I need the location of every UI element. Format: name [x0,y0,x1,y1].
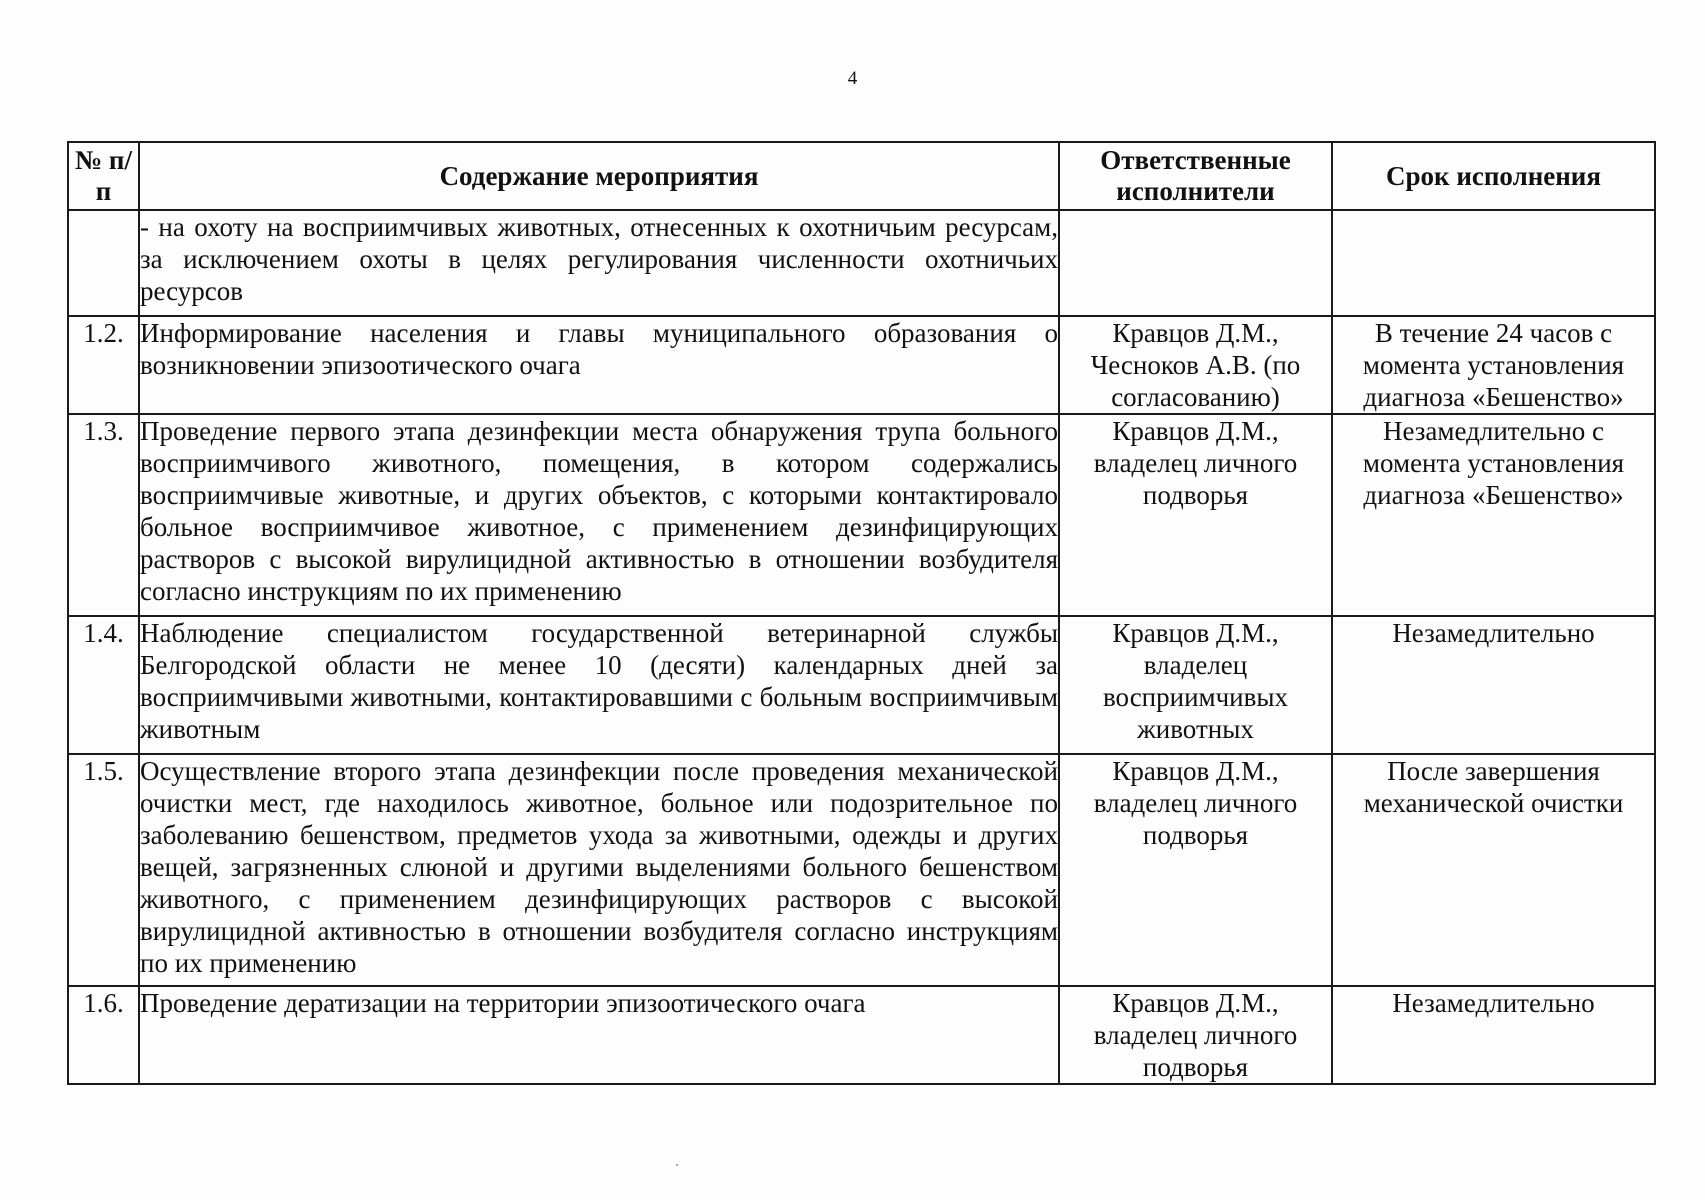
header-term: Срок исполнения [1332,142,1655,210]
table-row [68,754,1655,986]
row-content: Информирование населения и главы муниципального образования о возникновении эпизоотического очага [139,316,1059,414]
row-content: Проведение первого этапа дезинфекции места обнаружения трупа больного восприимчивого животного, помещения, в котором содержались восприимчивые животные, и других объектов, с которыми контактировало больное восприимчивое животное, с применением дезинфицирующих растворов с высокой вирулицидной активностью в отношении возбудителя согласно инструкциям по их применению [139,414,1059,616]
measures-table [67,141,1656,1085]
table-row [68,210,1655,316]
table-row [68,316,1655,414]
row-term [1332,210,1655,316]
row-num: 1.4. [68,616,139,754]
row-responsible: Кравцов Д.М., владелец восприимчивых животных [1059,616,1332,754]
row-content: Наблюдение специалистом государственной ветеринарной службы Белгородской области не менее 10 (десяти) календарных дней за восприимчивыми животными, контактировавшими с больным восприимчивым животным [139,616,1059,754]
row-term: После завершения механической очистки [1332,754,1655,986]
row-responsible: Кравцов Д.М., Чесноков А.В. (по согласованию) [1059,316,1332,414]
header-content: Содержание мероприятия [139,142,1059,210]
row-term: Незамедлительно [1332,986,1655,1084]
page-number: 4 [847,68,858,89]
row-term: В течение 24 часов с момента установления диагноза «Бешенство» [1332,316,1655,414]
scan-speck [676,1164,678,1166]
table-row [68,414,1655,616]
row-content: Проведение дератизации на территории эпизоотического очага [139,986,1059,1084]
row-responsible: Кравцов Д.М., владелец личного подворья [1059,986,1332,1084]
row-num: 1.5. [68,754,139,986]
row-term: Незамедлительно с момента установления диагноза «Бешенство» [1332,414,1655,616]
table-header-row [68,142,1655,210]
row-responsible: Кравцов Д.М., владелец личного подворья [1059,754,1332,986]
row-term: Незамедлительно [1332,616,1655,754]
header-num: № п/п [68,142,139,210]
row-num: 1.3. [68,414,139,616]
header-responsible: Ответственные исполнители [1059,142,1332,210]
row-responsible [1059,210,1332,316]
table-row [68,986,1655,1084]
table-row [68,616,1655,754]
row-num [68,210,139,316]
row-content: - на охоту на восприимчивых животных, отнесенных к охотничьим ресурсам, за исключением охоты в целях регулирования численности охотничьих ресурсов [139,210,1059,316]
row-content: Осуществление второго этапа дезинфекции после проведения механической очистки мест, где находилось животное, больное или подозрительное по заболеванию бешенством, предметов ухода за животными, одежды и других вещей, загрязненных слюной и другими выделениями больного бешенством животного, с применением дезинфицирующих растворов с высокой вирулицидной активностью в отношении возбудителя согласно инструкциям по их применению [139,754,1059,986]
row-responsible: Кравцов Д.М., владелец личного подворья [1059,414,1332,616]
row-num: 1.2. [68,316,139,414]
row-num: 1.6. [68,986,139,1084]
